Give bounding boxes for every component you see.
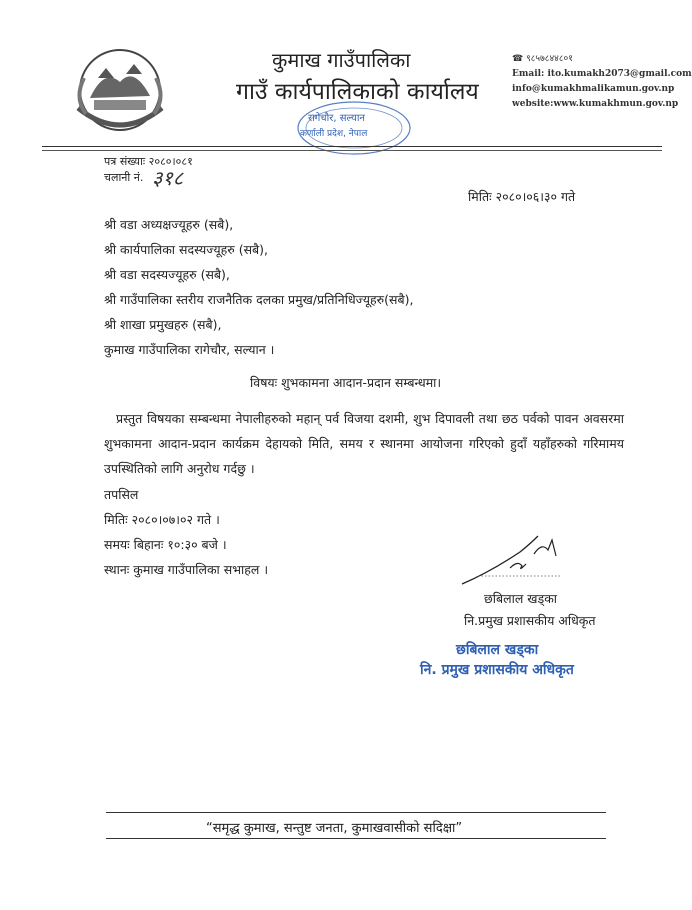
recipient-list bbox=[104, 212, 413, 362]
recipient-item: कुमाख गाउँपालिका रागेचौर, सल्यान । bbox=[104, 342, 275, 357]
handwritten-signature bbox=[460, 532, 565, 588]
recipient-item: श्री वडा सदस्यज्यूहरु (सबै), bbox=[104, 267, 230, 282]
nepal-emblem bbox=[64, 38, 176, 146]
email-primary: Email: ito.kumakh2073@gmail.com bbox=[512, 69, 692, 79]
email-secondary: info@kumakhmalikamun.gov.np bbox=[512, 84, 675, 94]
signatory-name: छबिलाल खड्का bbox=[484, 591, 558, 606]
details-heading: तपसिल bbox=[104, 487, 139, 502]
footer-rule-bottom bbox=[106, 838, 606, 839]
dispatch-label: चलानी नं. bbox=[104, 171, 144, 184]
event-time: समयः बिहानः १०:३० बजे । bbox=[104, 537, 227, 552]
phone-number: ☎ ९८५७८४४८०१ bbox=[512, 54, 573, 64]
header-rule-thin bbox=[42, 150, 662, 151]
signatory-title: नि.प्रमुख प्रशासकीय अधिकृत bbox=[464, 613, 596, 628]
letter-date: मितिः २०८०।०६।३० गते bbox=[468, 189, 576, 204]
letter-number: पत्र संख्याः २०८०।०८१ bbox=[104, 155, 193, 168]
office-name: गाउँ कार्यपालिकाको कार्यालय bbox=[236, 79, 479, 105]
event-place: स्थानः कुमाख गाउँपालिका सभाहल । bbox=[104, 562, 269, 577]
dispatch-number: ३१८ bbox=[152, 166, 184, 190]
recipient-item: श्री शाखा प्रमुखहरु (सबै), bbox=[104, 317, 222, 332]
header-rule bbox=[42, 146, 662, 147]
recipient-item: श्री गाउँपालिका स्तरीय राजनैतिक दलका प्रमुख/प्रतिनिधिज्यूहरु(सबै), bbox=[104, 292, 414, 307]
contact-block bbox=[512, 52, 692, 112]
body-paragraph: प्रस्तुत विषयका सम्बन्धमा नेपालीहरुको महान् पर्व विजया दशमी, शुभ दिपावली तथा छठ पर्वको पावन अवसरमा शुभकामना आदान-प्रदान कार्यक्रम देहायको मिति, समय र स्थानमा आयोजना गरिएको हुदाँ यहाँहरुको गरिमामय उपस्थितिको लागि अनुरोध गर्दछु । bbox=[104, 411, 624, 476]
stamp-line-1: रागेचौर, सल्यान bbox=[308, 113, 365, 124]
footer-rule-top bbox=[106, 812, 606, 813]
footer-slogan: “समृद्ध कुमाख, सन्तुष्ट जनता, कुमाखवासीको सदिक्षा” bbox=[206, 821, 463, 836]
details-block bbox=[104, 482, 268, 582]
recipient-item: श्री कार्यपालिका सदस्यज्यूहरु (सबै), bbox=[104, 242, 269, 257]
seal-signatory-name: छबिलाल खड्का bbox=[456, 642, 539, 658]
event-date: मितिः २०८०।०७।०२ गते । bbox=[104, 512, 220, 527]
office-stamp bbox=[294, 98, 414, 158]
stamp-line-2: कर्णाली प्रदेश, नेपाल bbox=[300, 129, 368, 139]
municipality-name: कुमाख गाउँपालिका bbox=[272, 48, 411, 72]
recipient-item: श्री वडा अध्यक्षज्यूहरु (सबै), bbox=[104, 217, 234, 232]
subject-line: विषयः शुभकामना आदान-प्रदान सम्बन्धमा। bbox=[250, 375, 442, 390]
seal-signatory-title: नि. प्रमुख प्रशासकीय अधिकृत bbox=[420, 662, 574, 678]
website: website:www.kumakhmun.gov.np bbox=[512, 99, 679, 109]
